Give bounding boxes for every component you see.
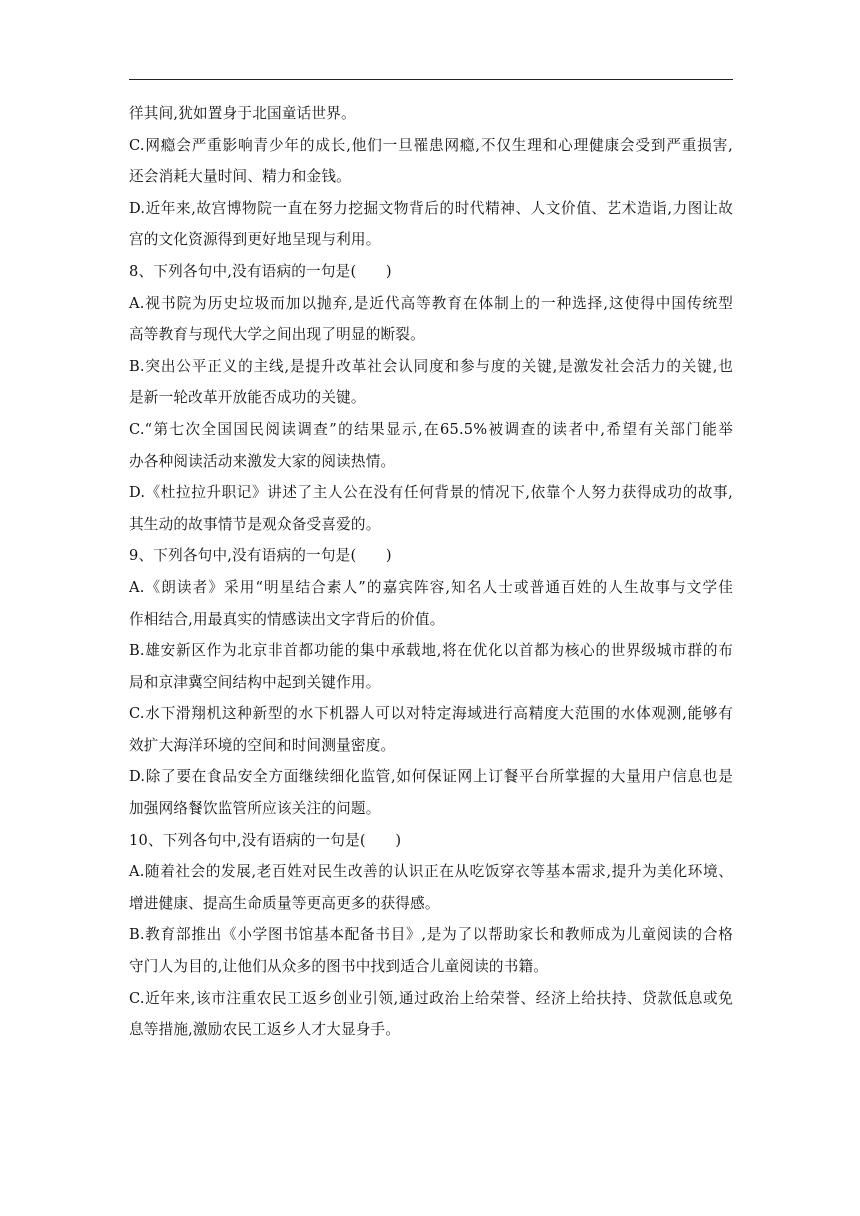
text-line: 息等措施,激励农民工返乡人才大显身手。 [129,1021,401,1039]
text-line: 局和京津冀空间结构中起到关键作用。 [129,673,381,691]
text-line: 其生动的故事情节是观众备受喜爱的。 [129,515,381,533]
text-line: C.水下滑翔机这种新型的水下机器人可以对特定海域进行高精度大范围的水体观测,能够有 [129,705,733,723]
text-line: C.“第七次全国国民阅读调查”的结果显示,在65.5%被调查的读者中,希望有关部门能举 [129,420,733,438]
text-line: D.《杜拉拉升职记》讲述了主人公在没有任何背景的情况下,依靠个人努力获得成功的故事, [129,484,733,502]
text-line: 办各种阅读活动来激发大家的阅读热情。 [129,452,396,470]
text-line: 效扩大海洋环境的空间和时间测量密度。 [129,736,396,754]
text-line: 加强网络餐饮监管所应该关注的问题。 [129,800,381,818]
text-line: A.《朗读者》采用“明星结合素人”的嘉宾阵容,知名人士或普通百姓的人生故事与文学佳 [129,578,733,596]
text-line: 高等教育与现代大学之间出现了明显的断裂。 [129,326,425,344]
document-body [129,98,733,1046]
text-line: D.除了要在食品安全方面继续细化监管,如何保证网上订餐平台所掌握的大量用户信息也是 [129,768,733,786]
text-line: 增进健康、提高生命质量等更高更多的获得感。 [129,894,440,912]
text-line: B.雄安新区作为北京非首都功能的集中承载地,将在优化以首都为核心的世界级城市群的布 [129,642,733,660]
text-line: 守门人为目的,让他们从众多的图书中找到适合儿童阅读的书籍。 [129,958,549,976]
text-line: B.突出公平正义的主线,是提升改革社会认同度和参与度的关键,是激发社会活力的关键,也 [129,357,733,375]
text-line: 是新一轮改革开放能否成功的关键。 [129,389,366,407]
text-line: 作相结合,用最真实的情感读出文字背后的价值。 [129,610,445,628]
text-line: 还会消耗大量时间、精力和金钱。 [129,168,351,186]
text-line: A.随着社会的发展,老百姓对民生改善的认识正在从吃饭穿衣等基本需求,提升为美化环境、 [129,863,733,881]
header-rule [129,79,733,80]
text-line: C.网瘾会严重影响青少年的成长,他们一旦罹患网瘾,不仅生理和心理健康会受到严重损害, [129,136,733,154]
text-line: 8、下列各句中,没有语病的一句是( ) [129,262,392,280]
text-line: 宫的文化资源得到更好地呈现与利用。 [129,231,381,249]
text-line: C.近年来,该市注重农民工返乡创业引领,通过政治上给荣誉、经济上给扶持、贷款低息或免 [129,989,733,1007]
text-line: 9、下列各句中,没有语病的一句是( ) [129,547,392,565]
text-line: A.视书院为历史垃圾而加以抛弃,是近代高等教育在体制上的一种选择,这使得中国传统型 [129,294,733,312]
text-line: 10、下列各句中,没有语病的一句是( ) [129,831,402,849]
text-line: B.教育部推出《小学图书馆基本配备书目》,是为了以帮助家长和教师成为儿童阅读的合格 [129,926,733,944]
text-line: 徉其间,犹如置身于北国童话世界。 [129,105,356,122]
text-line: D.近年来,故宫博物院一直在努力挖掘文物背后的时代精神、人文价值、艺术造诣,力图让故 [129,199,733,217]
